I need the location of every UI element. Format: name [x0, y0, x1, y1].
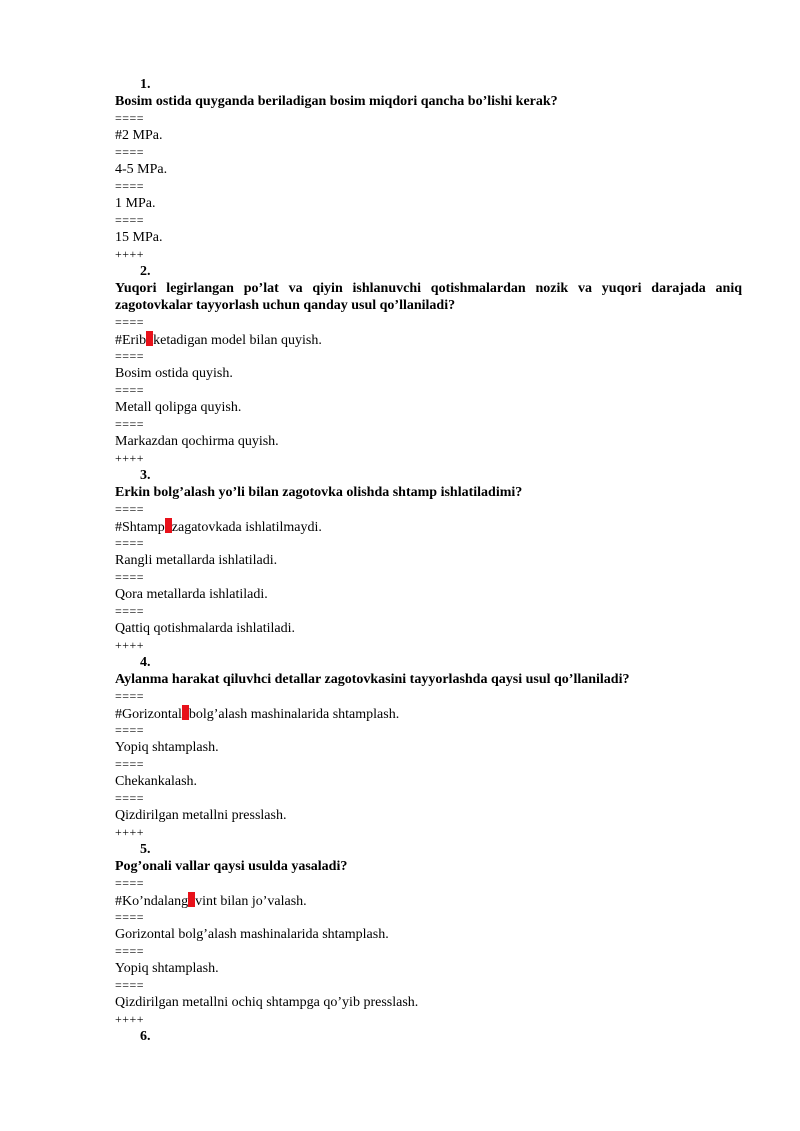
separator: ==== [115, 502, 145, 516]
question-number: 4. [140, 655, 151, 670]
separator: ==== [115, 111, 145, 125]
correct-answer-prefix: #Shtamp [115, 520, 165, 535]
question-text: Erkin bolg’alash yo’li bilan zagotovka olishda shtamp ishlatiladimi? [115, 485, 523, 500]
separator: ==== [115, 757, 145, 771]
question-text: Aylanma harakat qiluvhci detallar zagotovkasini tayyorlashda qaysi usul qo’llaniladi? [115, 672, 630, 687]
separator: ==== [115, 213, 145, 227]
question-number: 6. [140, 1029, 151, 1044]
correct-answer [115, 331, 742, 348]
correct-answer [115, 705, 742, 722]
answer-option: Yopiq shtamplash. [115, 961, 219, 976]
question-block [115, 467, 742, 654]
separator: ==== [115, 876, 145, 890]
answer-option: Markazdan qochirma quyish. [115, 434, 279, 449]
terminator: ++++ [115, 1012, 145, 1026]
answer-option: Qizdirilgan metallni presslash. [115, 808, 287, 823]
answer-option: Qattiq qotishmalarda ishlatiladi. [115, 621, 296, 636]
terminator: ++++ [115, 638, 145, 652]
separator: ==== [115, 978, 145, 992]
separator: ==== [115, 791, 145, 805]
document-page [115, 76, 742, 1045]
answer-option: Gorizontal bolg’alash mashinalarida shtamplash. [115, 927, 389, 942]
correct-answer [115, 518, 742, 535]
answer-option: Chekankalash. [115, 774, 198, 789]
separator: ==== [115, 145, 145, 159]
terminator: ++++ [115, 247, 145, 261]
correct-answer-suffix: vint bilan jo’valash. [195, 894, 307, 909]
highlight-mark [182, 705, 189, 720]
question-number: 3. [140, 468, 151, 483]
separator: ==== [115, 689, 145, 703]
answer-option: Bosim ostida quyish. [115, 366, 233, 381]
separator: ==== [115, 604, 145, 618]
separator: ==== [115, 570, 145, 584]
separator: ==== [115, 723, 145, 737]
answer-option: 15 MPa. [115, 230, 163, 245]
question-text: Pog’onali vallar qaysi usulda yasaladi? [115, 859, 348, 874]
question-block [115, 76, 742, 263]
correct-answer [115, 127, 742, 144]
answer-option: Yopiq shtamplash. [115, 740, 219, 755]
separator: ==== [115, 349, 145, 363]
question-number: 1. [140, 77, 151, 92]
separator: ==== [115, 536, 145, 550]
answer-option: 4-5 MPa. [115, 162, 168, 177]
correct-answer-prefix: #Ko’ndalang [115, 894, 189, 909]
correct-answer-prefix: #Gorizontal [115, 707, 182, 722]
separator: ==== [115, 944, 145, 958]
answer-option: Metall qolipga quyish. [115, 400, 242, 415]
separator: ==== [115, 910, 145, 924]
terminator: ++++ [115, 825, 145, 839]
separator: ==== [115, 179, 145, 193]
question-block [115, 841, 742, 1028]
answer-option: 1 MPa. [115, 196, 156, 211]
correct-answer-suffix: zagatovkada ishlatilmaydi. [171, 520, 322, 535]
highlight-mark [165, 518, 172, 533]
question-number: 5. [140, 842, 151, 857]
answer-option: Rangli metallarda ishlatiladi. [115, 553, 278, 568]
correct-answer [115, 892, 742, 909]
answer-option: Qora metallarda ishlatiladi. [115, 587, 268, 602]
correct-answer-suffix: bolg’alash mashinalarida shtamplash. [188, 707, 400, 722]
terminator: ++++ [115, 451, 145, 465]
separator: ==== [115, 417, 145, 431]
question-block [115, 654, 742, 841]
correct-answer-suffix: ketadigan model bilan quyish. [153, 333, 322, 348]
question-text: Yuqori legirlangan po’lat va qiyin ishlanuvchi qotishmalardan nozik va yuqori darajada aniq zagotovkalar tayyorlash uchun qanday usul qo’llaniladi? [115, 281, 742, 313]
answer-option: Qizdirilgan metallni ochiq shtampga qo’yib presslash. [115, 995, 419, 1010]
separator: ==== [115, 383, 145, 397]
correct-answer-text: #2 MPa. [115, 128, 163, 143]
question-text: Bosim ostida quyganda beriladigan bosim miqdori qancha bo’lishi kerak? [115, 94, 558, 109]
question-number: 2. [140, 264, 151, 279]
separator: ==== [115, 315, 145, 329]
correct-answer-prefix: #Erib [115, 333, 147, 348]
question-block [115, 263, 742, 467]
